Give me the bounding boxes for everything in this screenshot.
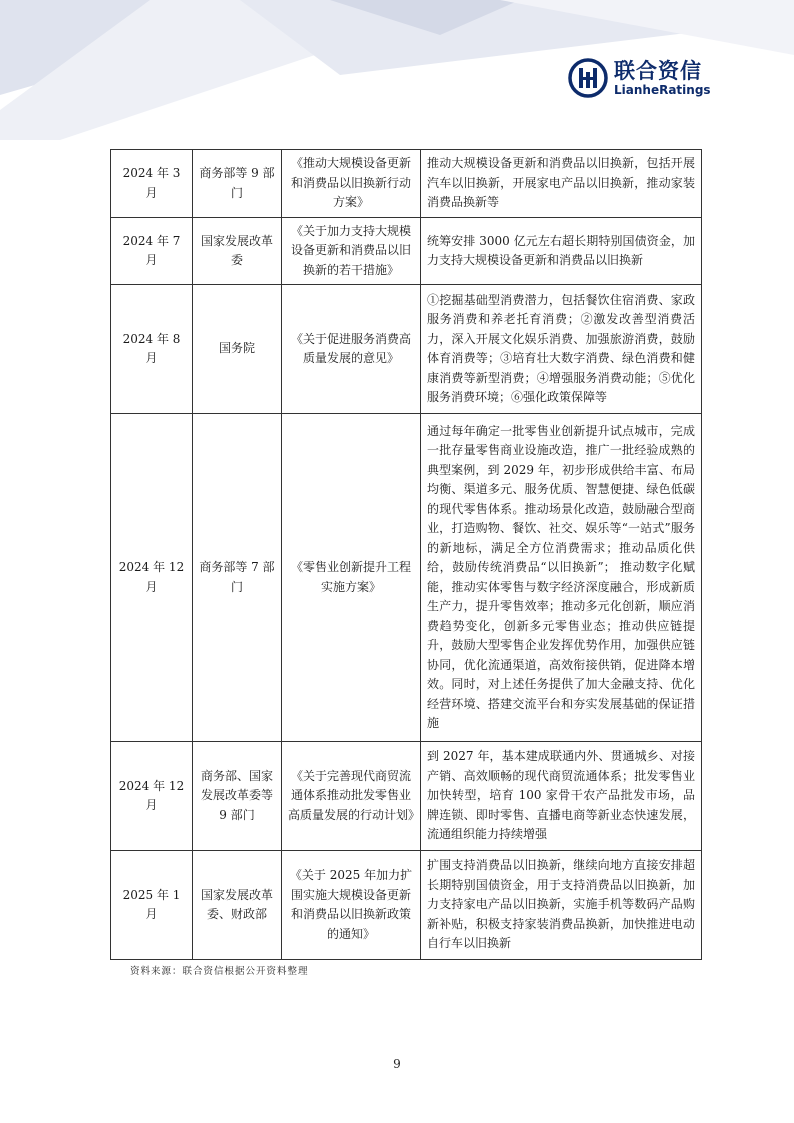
policy-date: 2024 年 12 月 (111, 742, 193, 851)
policy-date: 2024 年 3 月 (111, 150, 193, 218)
policy-department: 商务部、国家发展改革委等 9 部门 (193, 742, 282, 851)
brand-logo (568, 58, 711, 98)
policy-document: 《关于完善现代商贸流通体系推动批发零售业高质量发展的行动计划》 (282, 742, 421, 851)
policy-content: 扩围支持消费品以旧换新，继续向地方直接安排超长期特别国债资金，用于支持消费品以旧换新，加力支持家电产品以旧换新，实施手机等数码产品购新补贴，积极支持家装消费品换新，加快推进电动自行车以旧换新 (421, 851, 702, 960)
policy-date: 2025 年 1 月 (111, 851, 193, 960)
table-row (111, 414, 702, 742)
policy-date: 2024 年 12 月 (111, 414, 193, 742)
policy-document: 《推动大规模设备更新和消费品以旧换新行动方案》 (282, 150, 421, 218)
policy-department: 国家发展改革委、财政部 (193, 851, 282, 960)
brand-name-en: LianheRatings (614, 83, 711, 97)
policy-department: 商务部等 7 部门 (193, 414, 282, 742)
policy-content: 推动大规模设备更新和消费品以旧换新，包括开展汽车以旧换新，开展家电产品以旧换新，推动家装消费品换新等 (421, 150, 702, 218)
lianhe-logo-icon (568, 58, 608, 98)
policy-document: 《关于 2025 年加力扩围实施大规模设备更新和消费品以旧换新政策的通知》 (282, 851, 421, 960)
policy-department: 商务部等 9 部门 (193, 150, 282, 218)
table-row (111, 851, 702, 960)
policy-document: 《关于促进服务消费高质量发展的意见》 (282, 285, 421, 414)
policy-department: 国务院 (193, 285, 282, 414)
policy-department: 国家发展改革委 (193, 218, 282, 285)
policy-document: 《关于加力支持大规模设备更新和消费品以旧换新的若干措施》 (282, 218, 421, 285)
table-row (111, 285, 702, 414)
page-number: 9 (393, 1057, 401, 1071)
policy-content: ①挖掘基础型消费潜力，包括餐饮住宿消费、家政服务消费和养老托育消费；②激发改善型消费活力，深入开展文化娱乐消费、加强旅游消费，鼓励体育消费等；③培育壮大数字消费、绿色消费和健康消费等新型消费；④增强服务消费动能；⑤优化服务消费环境；⑥强化政策保障等 (421, 285, 702, 414)
brand-name-cn: 联合资信 (614, 59, 702, 83)
policy-content: 统筹安排 3000 亿元左右超长期特别国债资金，加力支持大规模设备更新和消费品以旧换新 (421, 218, 702, 285)
policy-content: 通过每年确定一批零售业创新提升试点城市，完成一批存量零售商业设施改造，推广一批经验成熟的典型案例，到 2029 年，初步形成供给丰富、布局均衡、渠道多元、服务优质、智慧便捷、绿色低碳的现代零售体系。推动场景化改造，鼓励融合型商业，打造购物、餐饮、社交、娱乐等“一站式”服务的新地标，满足全方位消费需求；推动品质化供给，鼓励传统消费品“以旧换新”； 推动数字化赋能，推动实体零售与数字经济深度融合，形成新质生产力，提升零售效率；推动多元化创新，顺应消费趋势变化，创新多元零售业态；推动供应链提升，鼓励大型零售企业发挥优势作用，加强供应链协同，优化流通渠道，高效衔接供销，促进降本增效。同时，对上述任务提供了加大金融支持、优化经营环境、搭建交流平台和夯实发展基础的保证措施 (421, 414, 702, 742)
policy-document: 《零售业创新提升工程实施方案》 (282, 414, 421, 742)
policy-table (110, 149, 702, 960)
table-row (111, 218, 702, 285)
source-note: 资料来源：联合资信根据公开资料整理 (130, 966, 309, 977)
table-row (111, 742, 702, 851)
table-row (111, 150, 702, 218)
policy-date: 2024 年 7 月 (111, 218, 193, 285)
policy-date: 2024 年 8 月 (111, 285, 193, 414)
policy-content: 到 2027 年，基本建成联通内外、贯通城乡、对接产销、高效顺畅的现代商贸流通体系；批发零售业加快转型，培育 100 家骨干农产品批发市场，品牌连锁、即时零售、直播电商等新业态快速发展，流通组织能力持续增强 (421, 742, 702, 851)
